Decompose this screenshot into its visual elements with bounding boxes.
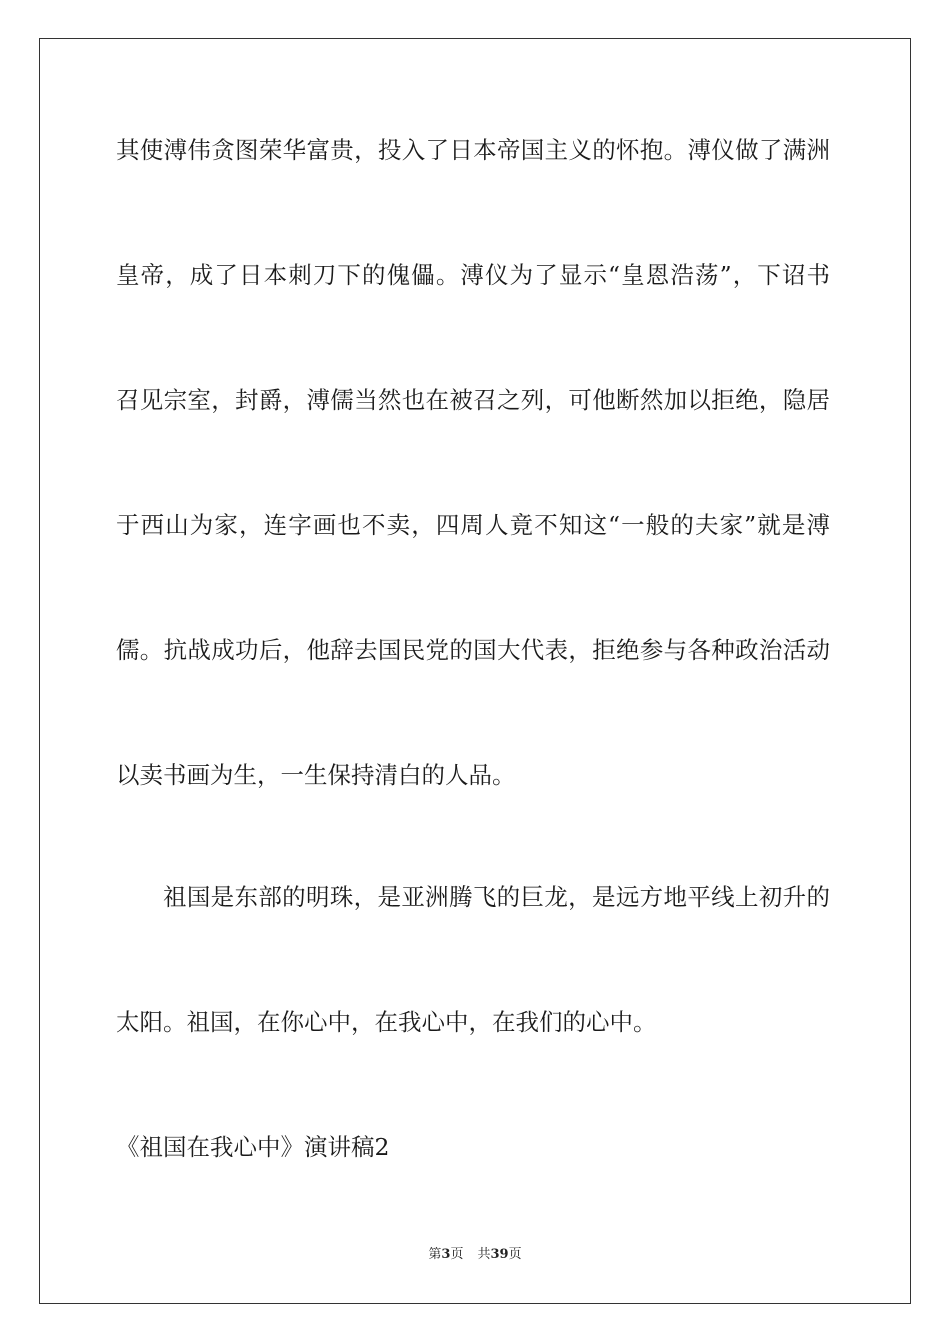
body-text-line: 祖国是东部的明珠，是亚洲腾飞的巨龙，是远方地平线上初升的 — [163, 883, 830, 911]
section-heading: 《祖国在我心中》演讲稿2 — [116, 1133, 390, 1161]
total-suffix: 页 — [508, 1247, 522, 1262]
page-prefix: 第 — [428, 1247, 442, 1262]
body-text-line: 以卖书画为生，一生保持清白的人品。 — [116, 761, 516, 789]
body-text-line: 儒。抗战成功后，他辞去国民党的国大代表，拒绝参与各种政治活动 — [116, 636, 830, 664]
body-text-line: 于西山为家，连字画也不卖，四周人竟不知这“一般的夫家”就是溥 — [116, 511, 830, 539]
body-text-line: 皇帝，成了日本刺刀下的傀儡。溥仪为了显示“皇恩浩荡”，下诏书 — [116, 261, 830, 289]
body-text-line: 太阳。祖国，在你心中，在我心中，在我们的心中。 — [116, 1008, 657, 1036]
page-footer — [0, 1247, 950, 1263]
page-suffix: 页 — [450, 1247, 464, 1262]
body-text-line: 召见宗室，封爵，溥儒当然也在被召之列，可他断然加以拒绝，隐居 — [116, 386, 830, 414]
total-prefix: 共 — [477, 1247, 491, 1262]
page-border — [39, 38, 911, 1304]
page-number: 3 — [441, 1247, 451, 1262]
total-pages: 39 — [490, 1247, 509, 1262]
body-text-line: 其使溥伟贪图荣华富贵，投入了日本帝国主义的怀抱。溥仪做了满洲 — [116, 136, 830, 164]
